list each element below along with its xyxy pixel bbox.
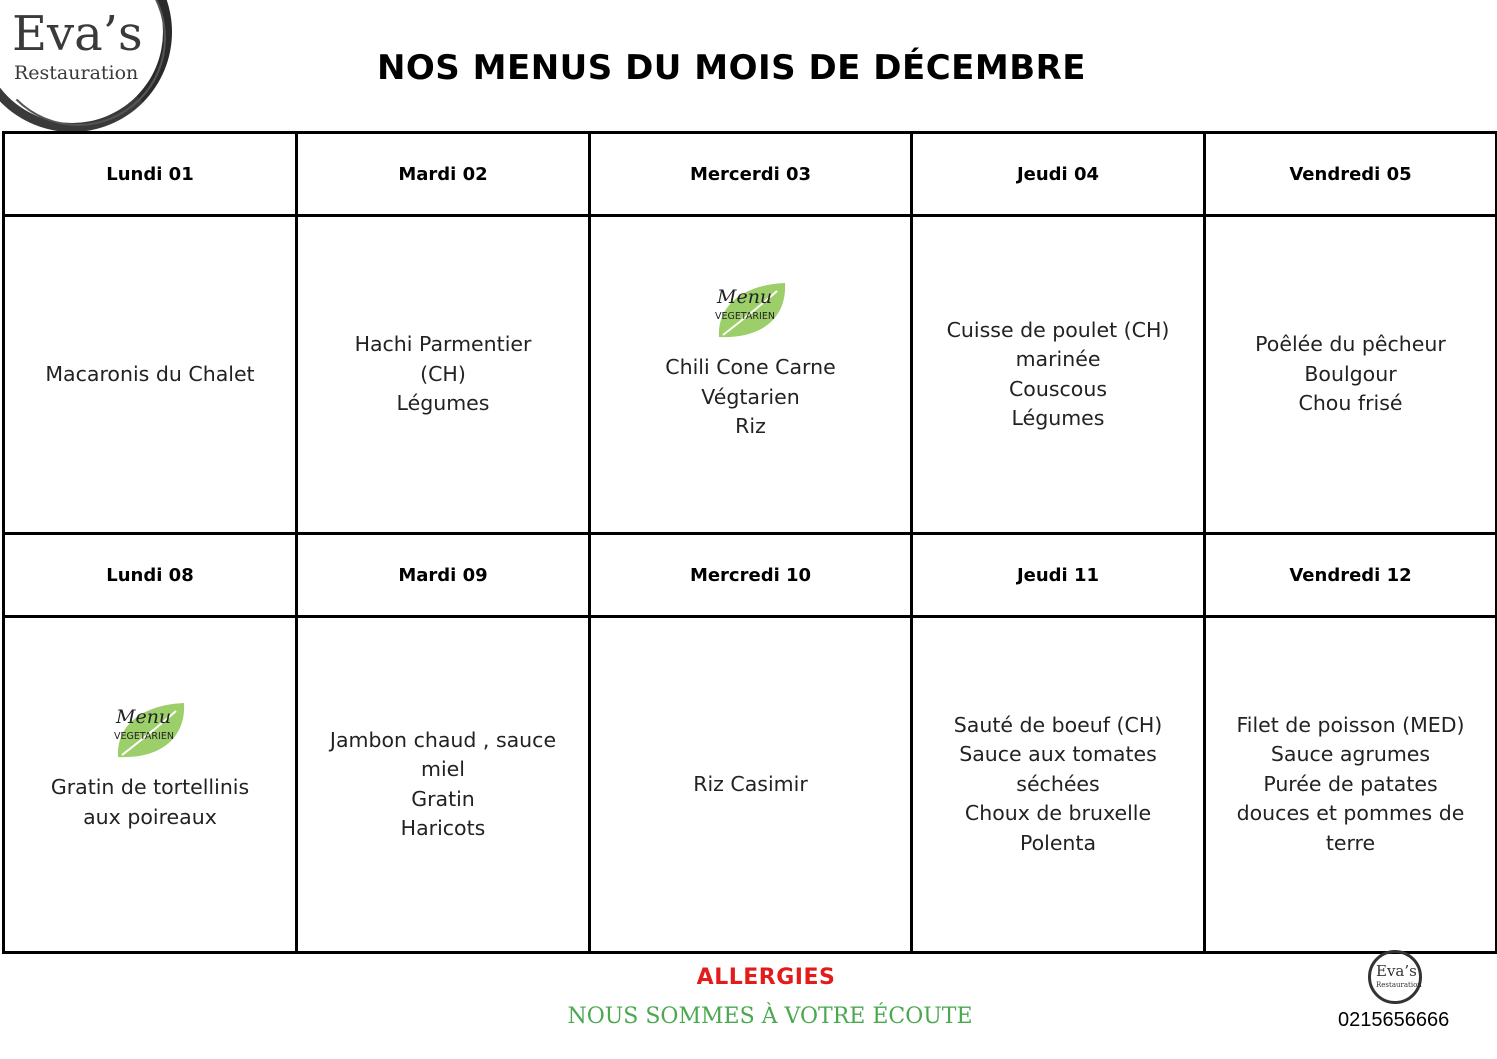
restaurant-logo-small	[1368, 950, 1424, 1006]
day-header: Vendredi 05	[1205, 133, 1497, 216]
phone-number[interactable]: 0215656666	[1338, 1009, 1450, 1031]
week1-dishes-row	[4, 216, 1497, 534]
listening-message: NOUS SOMMES À VOTRE ÉCOUTE	[567, 1004, 973, 1029]
day-header: Jeudi 04	[912, 133, 1205, 216]
menu-cell	[912, 617, 1205, 953]
day-header: Lundi 01	[4, 133, 297, 216]
menu-cell	[297, 216, 590, 534]
vegetarian-badge-label: VEGETARIEN	[114, 731, 174, 742]
menu-cell	[912, 216, 1205, 534]
logo-subtitle: Restauration	[14, 62, 139, 84]
dish-text: Filet de poisson (MED) Sauce agrumes Purée de patates douces et pommes de terre	[1236, 712, 1465, 855]
week1-header-row	[4, 133, 1497, 216]
logo-subtitle-small: Restauration	[1376, 981, 1422, 989]
vegetarian-badge-title: Menu	[116, 706, 172, 728]
logo-name: Eva’s	[12, 6, 143, 62]
day-header: Mardi 02	[297, 133, 590, 216]
dish-text: Macaronis du Chalet	[45, 361, 255, 386]
page-title: NOS MENUS DU MOIS DE DÉCEMBRE	[376, 48, 1087, 88]
day-header: Vendredi 12	[1205, 534, 1497, 617]
vegetarian-leaf-icon	[711, 277, 791, 345]
dish-text: Gratin de tortellinis aux poireaux	[50, 775, 250, 829]
dish-text: Cuisse de poulet (CH) marinée Couscous Légumes	[946, 317, 1170, 430]
vegetarian-badge-label: VEGETARIEN	[714, 311, 775, 323]
menu-table	[2, 131, 1497, 954]
menu-cell	[1205, 216, 1497, 534]
menu-cell	[590, 617, 912, 953]
menu-cell	[590, 216, 912, 534]
dish-text: Sauté de boeuf (CH) Sauce aux tomates séchées Choux de bruxelle Polenta	[953, 712, 1163, 855]
vegetarian-leaf-icon	[110, 697, 190, 765]
day-header: Lundi 08	[4, 534, 297, 617]
vegetarian-badge-title: Menu	[716, 286, 772, 309]
menu-cell	[1205, 617, 1497, 953]
menu-cell	[4, 617, 297, 953]
dish-text: Poêlée du pêcheur Boulgour Chou frisé	[1255, 332, 1446, 416]
week2-header-row	[4, 534, 1497, 617]
day-header: Mercerdi 03	[590, 133, 912, 216]
menu-cell	[297, 617, 590, 953]
week2-dishes-row	[4, 617, 1497, 953]
day-header: Mardi 09	[297, 534, 590, 617]
dish-text: Riz Casimir	[693, 771, 808, 796]
logo-name-small: Eva’s	[1376, 962, 1417, 980]
dish-text: Jambon chaud , sauce miel Gratin Haricots	[329, 727, 557, 840]
dish-text: Chili Cone Carne Végtarien Riz	[665, 355, 836, 439]
day-header: Mercredi 10	[590, 534, 912, 617]
day-header: Jeudi 11	[912, 534, 1205, 617]
dish-text: Hachi Parmentier (CH) Légumes	[354, 332, 532, 416]
allergies-heading: ALLERGIES	[696, 965, 836, 990]
menu-cell	[4, 216, 297, 534]
